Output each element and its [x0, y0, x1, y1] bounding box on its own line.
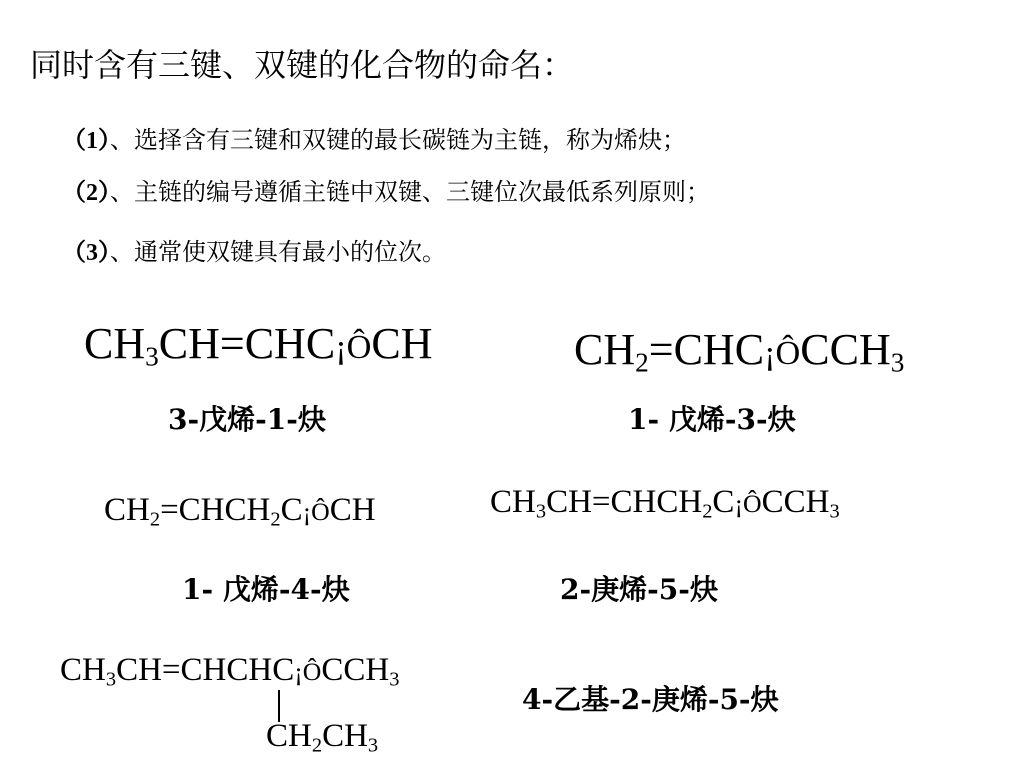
branch-subscript-1: 2: [311, 734, 323, 757]
rule-2: [62, 172, 710, 207]
formula-2-part-3: CCH: [800, 325, 891, 374]
branch-subscript-2: 3: [367, 734, 379, 757]
formula-3-subscript-2: 2: [270, 508, 281, 531]
formula-5-triple-bond-glyph: ¡Ô: [294, 657, 322, 686]
page-title: 同时含有三键、双键的化合物的命名：: [30, 46, 575, 84]
formula-3-part-1: CH: [104, 492, 150, 528]
rule-1-number: （1）: [62, 128, 110, 154]
rule-3-number: （3）: [62, 240, 110, 266]
branch-part-2: CH: [322, 718, 368, 754]
formula-1-part-2: CH=CH: [158, 319, 306, 368]
branch-formula: [266, 718, 378, 758]
formula-4-part-2: CH=CHCH: [546, 484, 703, 520]
formula-4-part-3: C: [712, 484, 735, 520]
formula-2-triple-bond-glyph: ¡Ô: [764, 334, 801, 372]
formula-3-triple-bond-glyph: ¡Ô: [302, 497, 330, 526]
formula-1-triple-bond-glyph: ¡Ô: [335, 328, 372, 366]
formula-5-subscript-1: 3: [105, 668, 117, 691]
rule-2-number: （2）: [62, 180, 110, 206]
rule-3-text: 、通常使双键具有最小的位次。: [110, 238, 446, 266]
formula-3-part-3: C: [280, 492, 303, 528]
formula-1-part-4: CH: [371, 319, 433, 368]
rule-1: [62, 120, 686, 155]
rule-2-text: 、主链的编号遵循主链中双键、三键位次最低系列原则；: [110, 178, 710, 206]
formula-5-part-1: CH: [60, 652, 106, 688]
formula-3: [104, 492, 376, 532]
formula-2-subscript-1: 2: [635, 347, 649, 378]
rule-1-text: 、选择含有三键和双键的最长碳链为主链，称为烯炔；: [110, 126, 686, 154]
formula-4-subscript-1: 3: [535, 500, 547, 523]
formula-3-part-4: CH: [329, 492, 376, 528]
compound-name-5: 4-乙基-2-庚烯-5-炔: [522, 683, 779, 716]
formula-4-part-1: CH: [490, 484, 536, 520]
formula-3-part-2: =CHCH: [160, 492, 271, 528]
formula-5-part-2: CH=CHCHC: [116, 652, 295, 688]
formula-1-subscript-1: 3: [145, 341, 159, 372]
formula-3-subscript-1: 2: [149, 508, 161, 531]
formula-4-subscript-2: 2: [702, 500, 713, 523]
formula-5-subscript-2: 3: [389, 668, 400, 691]
formula-2-part-1: CH: [574, 325, 636, 374]
branch-part-1: CH: [266, 718, 312, 754]
formula-1: [84, 318, 433, 373]
formula-2-part-2: =CHC: [648, 325, 765, 374]
compound-name-2: 1- 戊烯-3-炔: [628, 403, 796, 436]
compound-name-4: 2-庚烯-5-炔: [560, 573, 718, 606]
formula-2: [574, 324, 904, 379]
formula-4-subscript-3: 3: [829, 500, 840, 523]
formula-2-subscript-2: 3: [890, 347, 905, 378]
compound-name-3: 1- 戊烯-4-炔: [182, 573, 350, 606]
formula-1-part-1: CH: [84, 319, 146, 368]
formula-4-triple-bond-glyph: ¡Ô: [734, 489, 762, 518]
rule-3: [62, 232, 446, 267]
compound-name-1: 3-戊烯-1-炔: [168, 403, 326, 436]
formula-4: [490, 484, 840, 524]
formula-5: [60, 652, 399, 692]
formula-1-part-3: C: [305, 319, 336, 368]
formula-5-part-3: CCH: [321, 652, 390, 688]
formula-4-part-4: CCH: [761, 484, 830, 520]
